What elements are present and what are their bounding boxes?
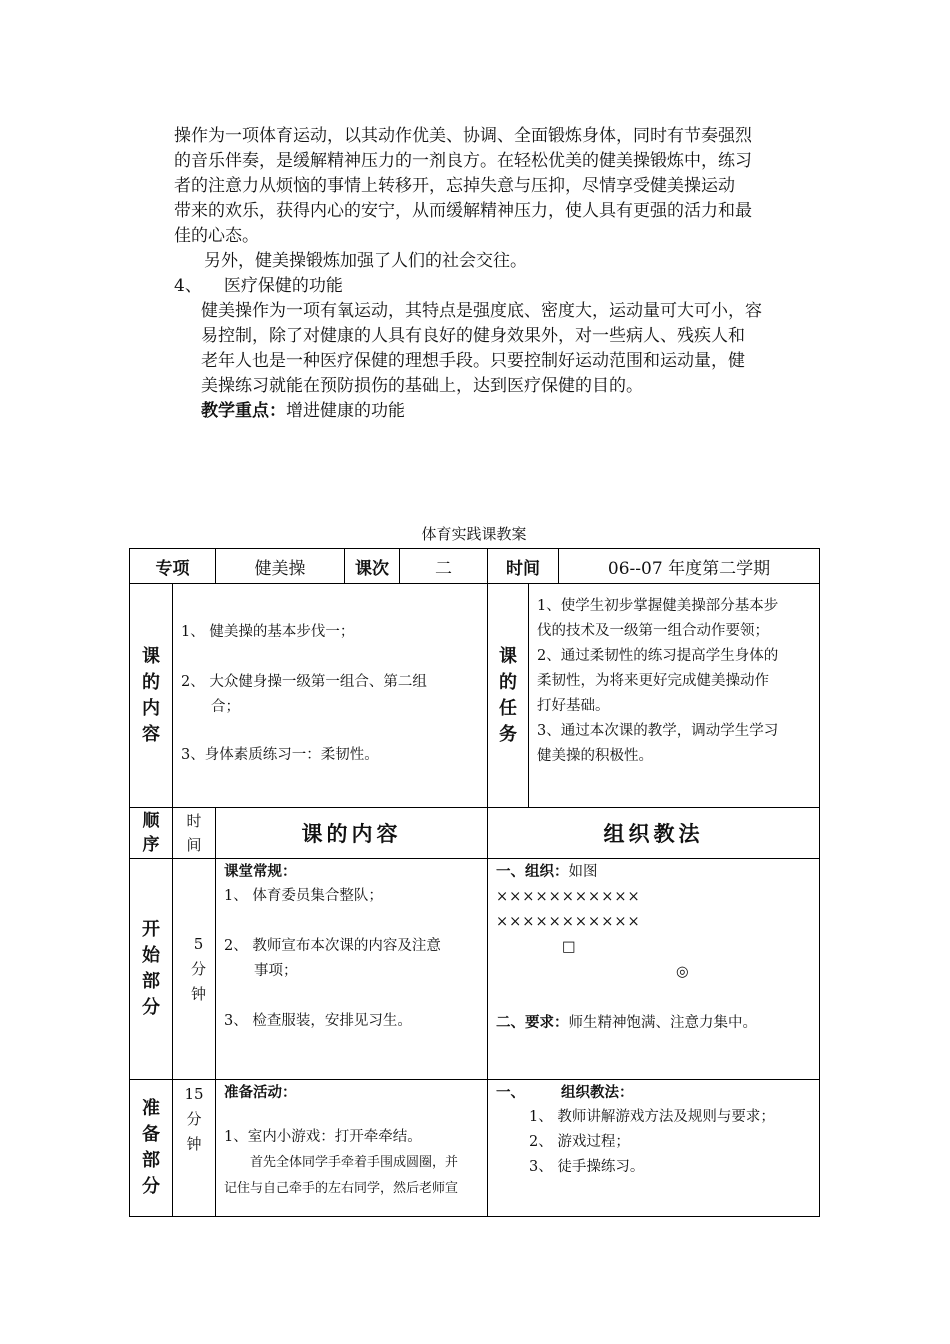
order-char: 序: [142, 835, 160, 855]
label-char: 内: [142, 697, 160, 719]
prep-title: 准备活动：: [224, 1084, 297, 1101]
start-label: [130, 917, 172, 1021]
time-header: [173, 808, 216, 859]
method-item: 1、 教师讲解游戏方法及规则与要求；: [529, 1109, 775, 1125]
task-line: 伐的技术及一级第一组合动作要领；: [537, 623, 769, 639]
subject-label: 专项: [130, 549, 216, 584]
req-value: 师生精神饱满、注意力集中。: [568, 1015, 757, 1031]
formation-row: ×××××××××××: [496, 889, 641, 905]
intro-line: 操作为一项体育运动，以其动作优美、协调、全面锻炼身体，同时有节奏强烈: [174, 126, 752, 146]
routine-step-cont: 事项；: [254, 963, 298, 979]
formation-row: ×××××××××××: [496, 914, 641, 930]
start-method-cell: [488, 859, 820, 1080]
task-line: 健美操的积极性。: [537, 748, 653, 764]
time-label: 时间: [488, 549, 559, 584]
time-char: 间: [186, 836, 202, 854]
duration-part: 钟: [186, 1135, 202, 1153]
lesson-label: 课次: [345, 549, 400, 584]
task-line: 2、通过柔韧性的练习提高学生身体的: [537, 648, 779, 664]
prep-content: [216, 1080, 487, 1202]
intro-paragraph: [174, 124, 814, 274]
method-title: 组织教法：: [561, 1084, 634, 1101]
prep-desc-line: 记住与自己牵手的左右同学，然后老师宣: [224, 1181, 459, 1196]
start-section-row: [130, 859, 820, 1080]
tasks-label: [488, 644, 528, 748]
content-label: [130, 644, 172, 748]
method-column-header: 组织教法: [488, 808, 820, 859]
prep-method-heading: [496, 1080, 819, 1105]
content-item: 1、 健美操的基本步伐一；: [181, 624, 355, 640]
medical-line: 美操练习就能在预防损伤的基础上，达到医疗保健的目的。: [201, 376, 643, 396]
center-symbol: ◎: [676, 964, 689, 980]
start-duration-cell: [173, 859, 216, 1080]
content-item: 3、身体素质练习一：柔韧性。: [181, 747, 379, 763]
item4-title: 医疗保健的功能: [223, 276, 343, 296]
item4-heading: [174, 274, 343, 299]
prep-label: [130, 1096, 172, 1200]
focus-label: 教学重点：: [201, 401, 286, 421]
label-char: 任: [499, 697, 517, 719]
tasks-label-cell: [488, 584, 529, 808]
method-item: 2、 游戏过程；: [529, 1134, 630, 1150]
label-char: 的: [499, 671, 517, 693]
content-column-header: 课的内容: [216, 808, 488, 859]
content-tasks-row: [130, 584, 820, 808]
lesson-value: 二: [400, 549, 488, 584]
method-item: 3、 徒手操练习。: [529, 1159, 645, 1175]
content-items-cell: [173, 584, 488, 808]
content-item: 2、 大众健身操一级第一组合、第二组: [181, 674, 427, 690]
time-char: 时: [186, 812, 202, 830]
duration-part: 15: [184, 1085, 204, 1103]
item4-number: 4、: [174, 276, 202, 296]
tasks-cell: [529, 584, 820, 808]
teaching-focus: [201, 399, 816, 424]
method-number: 一、: [496, 1084, 525, 1101]
duration-part: 钟: [190, 984, 206, 1003]
duration-part: 分: [186, 1110, 202, 1128]
content-label-cell: [130, 584, 173, 808]
order-char: 顺: [142, 811, 160, 831]
column-header-row: [130, 808, 820, 859]
tasks-lines: [529, 584, 819, 769]
prep-method-cell: [488, 1080, 820, 1217]
prep-method: [488, 1080, 819, 1180]
order-header: [130, 808, 173, 859]
org-line: [496, 859, 819, 885]
teacher-symbol: □: [562, 939, 576, 955]
task-line: 3、通过本次课的教学，调动学生学习: [537, 723, 779, 739]
task-line: 打好基础。: [537, 698, 610, 714]
prep-label-cell: [130, 1080, 173, 1217]
task-line: 1、使学生初步掌握健美操部分基本步: [537, 598, 779, 614]
lesson-plan-table: [129, 548, 820, 1217]
label-char: 准: [142, 1098, 160, 1119]
label-char: 部: [142, 1150, 160, 1171]
label-char: 容: [142, 723, 160, 745]
medical-paragraph: [201, 299, 816, 424]
start-duration: [173, 932, 215, 1007]
requirement-line: [496, 1010, 819, 1036]
routine-step: 1、 体育委员集合整队；: [224, 888, 383, 904]
prep-desc-line: 首先全体同学手牵着手围成圆圈，并: [250, 1155, 459, 1170]
intro-line: 带来的欢乐，获得内心的安宁，从而缓解精神压力，使人具有更强的活力和最: [174, 201, 752, 221]
focus-text: 增进健康的功能: [286, 401, 405, 421]
intro-line: 者的注意力从烦恼的事情上转移开，忘掉失意与压抑，尽情享受健美操运动: [174, 176, 735, 196]
start-label-cell: [130, 859, 173, 1080]
label-char: 分: [142, 1176, 160, 1197]
label-char: 分: [142, 997, 160, 1018]
header-row: [130, 549, 820, 584]
label-char: 始: [142, 945, 160, 966]
task-line: 柔韧性，为将来更好完成健美操动作: [537, 673, 769, 689]
prep-section-row: [130, 1080, 820, 1217]
intro-line: 的音乐伴奏，是缓解精神压力的一剂良方。在轻松优美的健美操锻炼中，练习: [174, 151, 752, 171]
start-method: [488, 859, 819, 1036]
org-label: 一、组织：: [496, 863, 569, 880]
medical-line: 健美操作为一项有氧运动，其特点是强度底、密度大，运动量可大可小，容: [201, 301, 762, 321]
label-char: 备: [142, 1124, 160, 1145]
label-char: 课: [142, 645, 160, 667]
start-content-cell: [216, 859, 488, 1080]
duration-part: 分: [190, 959, 206, 978]
org-value: 如图: [568, 864, 598, 880]
content-items: [173, 584, 487, 768]
req-label: 二、要求：: [496, 1014, 569, 1031]
routine-step: 2、 教师宣布本次课的内容及注意: [224, 938, 441, 954]
time-value: 06--07 年度第二学期: [559, 549, 820, 584]
social-line: 另外，健美操锻炼加强了人们的社会交往。: [204, 251, 527, 271]
medical-line: 易控制，除了对健康的人具有良好的健身效果外，对一些病人、残疾人和: [201, 326, 745, 346]
subject-value: 健美操: [216, 549, 345, 584]
start-content: [216, 859, 487, 1034]
label-char: 部: [142, 971, 160, 992]
prep-duration: [173, 1080, 215, 1157]
medical-line: 老年人也是一种医疗保健的理想手段。只要控制好运动范围和运动量，健: [201, 351, 745, 371]
intro-line: 佳的心态。: [174, 226, 259, 246]
label-char: 的: [142, 671, 160, 693]
duration-part: 5: [193, 934, 204, 953]
label-char: 开: [142, 919, 160, 940]
routine-title: 课堂常规：: [224, 863, 297, 880]
label-char: 务: [499, 723, 517, 745]
content-item-cont: 合；: [211, 699, 240, 715]
prep-content-cell: [216, 1080, 488, 1217]
routine-step: 3、 检查服装，安排见习生。: [224, 1013, 412, 1029]
label-char: 课: [499, 645, 517, 667]
prep-duration-cell: [173, 1080, 216, 1217]
table-caption: 体育实践课教案: [421, 525, 527, 543]
prep-game: 1、室内小游戏：打开牵牵结。: [224, 1129, 422, 1145]
